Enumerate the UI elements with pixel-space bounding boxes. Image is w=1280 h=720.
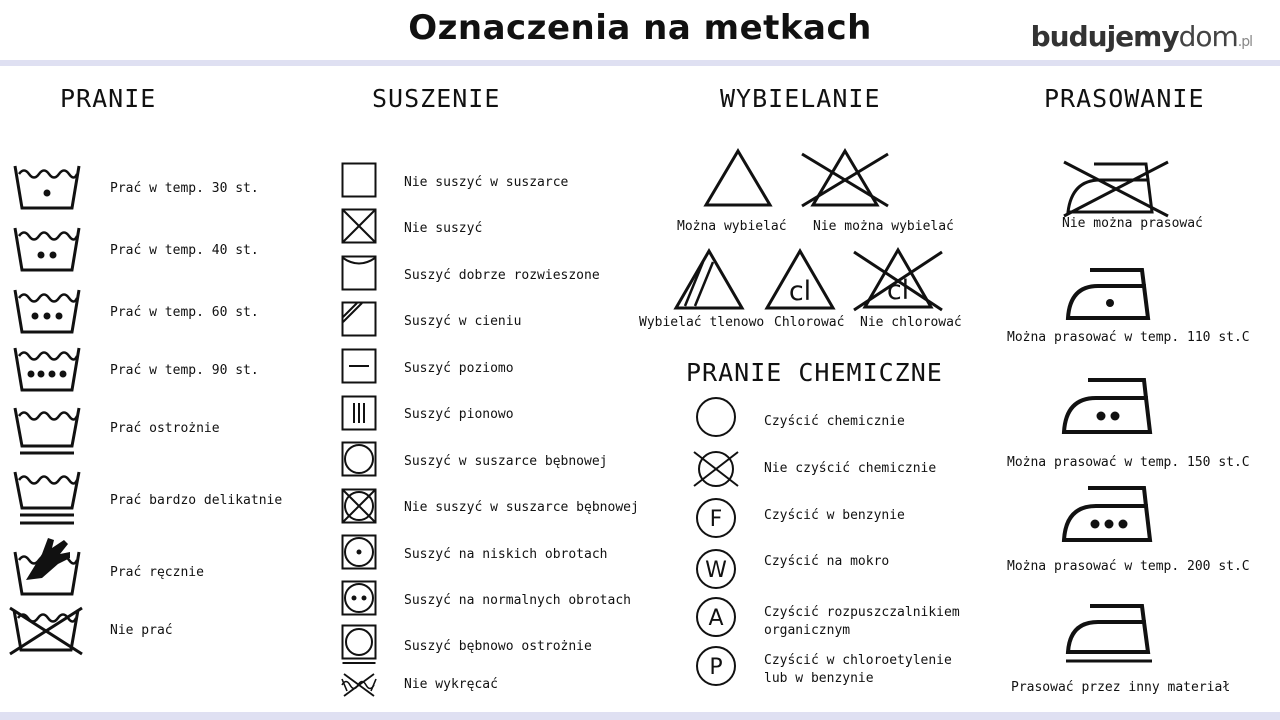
wash-60-icon <box>12 284 82 340</box>
prasowanie-heading: PRASOWANIE <box>1044 84 1205 113</box>
wash-gentle-icon <box>12 402 82 462</box>
pranie-chemiczne-heading: PRANIE CHEMICZNE <box>686 358 943 387</box>
footer-divider <box>0 712 1280 720</box>
shade-dry-icon <box>341 301 377 341</box>
iron-110-icon <box>1064 262 1154 328</box>
logo-bold: budujemy <box>1030 20 1179 53</box>
dry-label-4: Suszyć w cieniu <box>404 314 522 329</box>
wash-40-label: Prać w temp. 40 st. <box>110 243 259 258</box>
iron-200-label: Można prasować w temp. 200 st.C <box>1007 559 1250 574</box>
no-dry-clean-icon <box>692 448 740 494</box>
chlorine-glyph: cl <box>788 276 812 307</box>
dry-clean-label: Czyścić chemicznie <box>764 414 905 429</box>
no-bleach-icon <box>800 146 890 214</box>
wash-90-label: Prać w temp. 90 st. <box>110 363 259 378</box>
drip-dry-icon <box>341 395 377 435</box>
oxygen-bleach-label: Wybielać tlenowo <box>639 315 765 330</box>
dry-clean-a-icon <box>695 596 737 642</box>
do-not-wash-icon <box>8 602 84 662</box>
do-not-wash-label: Nie prać <box>110 623 173 638</box>
iron-150-label: Można prasować w temp. 150 st.C <box>1007 455 1250 470</box>
square-icon <box>341 162 377 202</box>
wybielanie-heading: WYBIELANIE <box>720 84 881 113</box>
tumble-dry-low-icon <box>341 534 377 574</box>
no-tumble-dry-icon <box>341 488 377 528</box>
dry-clean-a-label-line2: organicznym <box>764 623 851 638</box>
dry-clean-f-label: Czyścić w benzynie <box>764 508 905 523</box>
pranie-heading: PRANIE <box>60 84 157 113</box>
dry-label-2: Nie suszyć <box>404 221 483 236</box>
wash-30-icon <box>12 160 82 216</box>
dry-clean-p-letter: P <box>709 655 723 680</box>
dry-label-8: Nie suszyć w suszarce bębnowej <box>404 500 639 515</box>
dry-clean-p-label-line1: Czyścić w chloroetylenie <box>764 653 952 668</box>
bleach-icon <box>703 148 773 212</box>
oxygen-bleach-icon <box>673 248 745 316</box>
chlorine-label: Chlorować <box>774 315 845 330</box>
wash-40-icon <box>12 222 82 278</box>
dry-clean-icon <box>695 396 737 442</box>
dry-clean-f-icon <box>695 497 737 543</box>
dry-label-3: Suszyć dobrze rozwieszone <box>404 268 600 283</box>
square-crossed-icon <box>341 208 377 248</box>
iron-through-cloth-label: Prasować przez inny materiał <box>1011 680 1231 695</box>
no-chlorine-icon <box>852 244 944 318</box>
tumble-dry-icon <box>341 441 377 481</box>
wash-gentle-label: Prać ostrożnie <box>110 421 220 436</box>
no-bleach-label: Nie można wybielać <box>813 219 954 234</box>
wash-60-label: Prać w temp. 60 st. <box>110 305 259 320</box>
wash-90-icon <box>12 342 82 398</box>
iron-200-icon <box>1060 480 1156 550</box>
dry-label-12: Nie wykręcać <box>404 677 498 692</box>
dry-label-11: Suszyć bębnowo ostrożnie <box>404 639 592 654</box>
flat-dry-icon <box>341 348 377 388</box>
dry-label-9: Suszyć na niskich obrotach <box>404 547 608 562</box>
iron-through-cloth-icon <box>1064 598 1154 668</box>
iron-110-label: Można prasować w temp. 110 st.C <box>1007 330 1250 345</box>
dry-label-6: Suszyć pionowo <box>404 407 514 422</box>
no-iron-icon <box>1060 150 1172 224</box>
hand-wash-label: Prać ręcznie <box>110 565 204 580</box>
page-title: Oznaczenia na metkach <box>408 8 872 48</box>
no-chlorine-glyph: cl <box>886 275 910 306</box>
header-divider <box>0 60 1280 66</box>
brand-logo <box>1031 20 1252 53</box>
dry-label-10: Suszyć na normalnych obrotach <box>404 593 631 608</box>
logo-light: dom <box>1178 20 1238 53</box>
dry-clean-a-letter: A <box>708 606 724 631</box>
wet-clean-icon <box>695 548 737 594</box>
tumble-dry-normal-icon <box>341 580 377 620</box>
do-not-wring-icon <box>338 672 380 702</box>
no-dry-clean-label: Nie czyścić chemicznie <box>764 461 937 476</box>
dry-clean-f-letter: F <box>709 507 723 532</box>
wash-very-delicate-icon <box>12 466 82 532</box>
tumble-dry-gentle-icon <box>341 624 377 670</box>
dry-label-7: Suszyć w suszarce bębnowej <box>404 454 608 469</box>
hand-wash-icon <box>12 534 82 602</box>
iron-150-icon <box>1060 372 1156 442</box>
dry-clean-p-icon <box>695 645 737 691</box>
no-iron-label: Nie można prasować <box>1062 216 1203 231</box>
wet-clean-label: Czyścić na mokro <box>764 554 890 569</box>
suszenie-heading: SUSZENIE <box>372 84 501 113</box>
dry-clean-a-label-line1: Czyścić rozpuszczalnikiem <box>764 605 960 620</box>
chlorine-bleach-icon <box>764 248 836 316</box>
wash-30-label: Prać w temp. 30 st. <box>110 181 259 196</box>
bleach-label: Można wybielać <box>677 219 787 234</box>
dry-label-1: Nie suszyć w suszarce <box>404 175 569 190</box>
logo-suffix: .pl <box>1237 34 1252 50</box>
dry-label-5: Suszyć poziomo <box>404 361 514 376</box>
line-dry-icon <box>341 255 377 295</box>
dry-clean-p-label-line2: lub w benzynie <box>764 671 874 686</box>
wash-very-delicate-label: Prać bardzo delikatnie <box>110 493 283 508</box>
no-chlorine-label: Nie chlorować <box>860 315 962 330</box>
wet-clean-letter: W <box>705 558 727 583</box>
